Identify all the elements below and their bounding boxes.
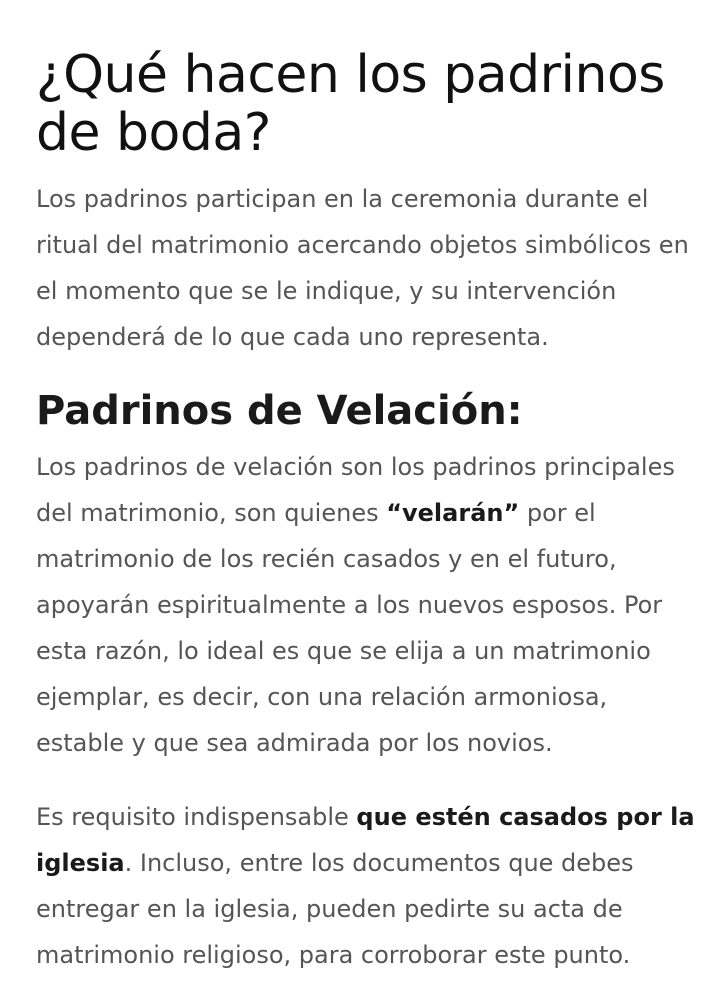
requisito-text-start: Es requisito indispensable: [36, 803, 357, 831]
article-title: ¿Qué hacen los padrinos de boda?: [36, 45, 665, 163]
section-heading: Padrinos de Velación:: [36, 388, 523, 434]
velacion-text-start: Los padrinos de velación son los padrinos principales del matrimonio, son quienes: [36, 453, 675, 527]
velaran-bold: “velarán”: [386, 499, 520, 527]
intro-paragraph: Los padrinos participan en la ceremonia durante el ritual del matrimonio acercando objetos simbólicos en el momento que se le indique, y su intervención dependerá de lo que cada uno representa.: [36, 185, 689, 351]
velacion-paragraph: [36, 444, 700, 766]
velacion-text-end: por el matrimonio de los recién casados y en el futuro, apoyarán espiritualmente a los nuevos esposos. Por esta razón, lo ideal es que se elija a un matrimonio ejemplar, es decir, con una relación armoniosa, estable y que sea admirada por los novios.: [36, 499, 663, 757]
requisito-text-end: . Incluso, entre los documentos que debes entregar en la iglesia, pueden pedirte su acta de matrimonio religioso, para corroborar este punto.: [36, 849, 634, 969]
requisito-bold: que estén casados por la iglesia: [36, 803, 695, 877]
requisito-paragraph: [36, 794, 700, 978]
